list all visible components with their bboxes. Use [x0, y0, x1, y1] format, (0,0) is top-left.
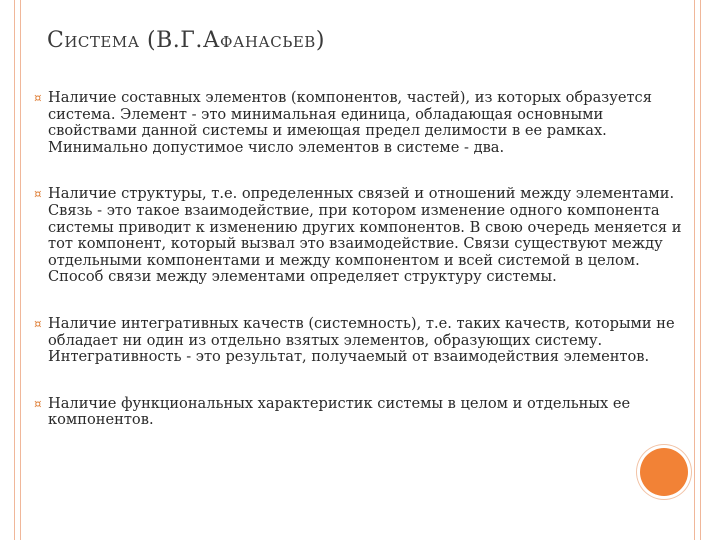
- bullet-marker-icon: ¤: [34, 316, 42, 331]
- bullet-text: Наличие функциональных характеристик системы в целом и отдельных ее компонентов.: [48, 394, 631, 429]
- bullet-list: [34, 90, 682, 459]
- bullet-marker-icon: ¤: [34, 396, 42, 411]
- bullet-item: [34, 90, 682, 156]
- bullet-item: [34, 316, 682, 366]
- frame-right-outer-line: [700, 0, 701, 540]
- decorative-orange-circle: [640, 448, 688, 496]
- frame-right-inner-line: [694, 0, 695, 540]
- frame-left-inner-line: [20, 0, 21, 540]
- bullet-item: [34, 396, 682, 429]
- slide-title: Система (В.Г.Афанасьев): [47, 28, 325, 53]
- bullet-item: [34, 186, 682, 286]
- frame-left-outer-line: [14, 0, 15, 540]
- bullet-marker-icon: ¤: [34, 91, 42, 105]
- bullet-marker-icon: ¤: [34, 187, 42, 202]
- bullet-text: Наличие интегративных качеств (системность), т.е. таких качеств, которыми не обладает ни один из отдельно взятых элементов, образующих систему. Интегративность - это результат, получаемый от взаимодействия элементов.: [48, 314, 675, 366]
- bullet-text: Наличие структуры, т.е. определенных связей и отношений между элементами. Связь - это такое взаимодействие, при котором изменение одного компонента системы приводит к изменению других компонентов. В свою очередь меняется и тот компонент, который вызвал это взаимодействие. Связи существуют между отдельными компонентами и между компонентом и всей системой в целом. Способ связи между элементами определяет структуру системы.: [48, 185, 682, 286]
- bullet-text: Наличие составных элементов (компонентов, частей), из которых образуется система. Элемент - это минимальная единица, обладающая основными свойствами данной системы и имеющая предел делимости в ее рамках. Минимально допустимое число элементов в системе - два.: [48, 89, 652, 156]
